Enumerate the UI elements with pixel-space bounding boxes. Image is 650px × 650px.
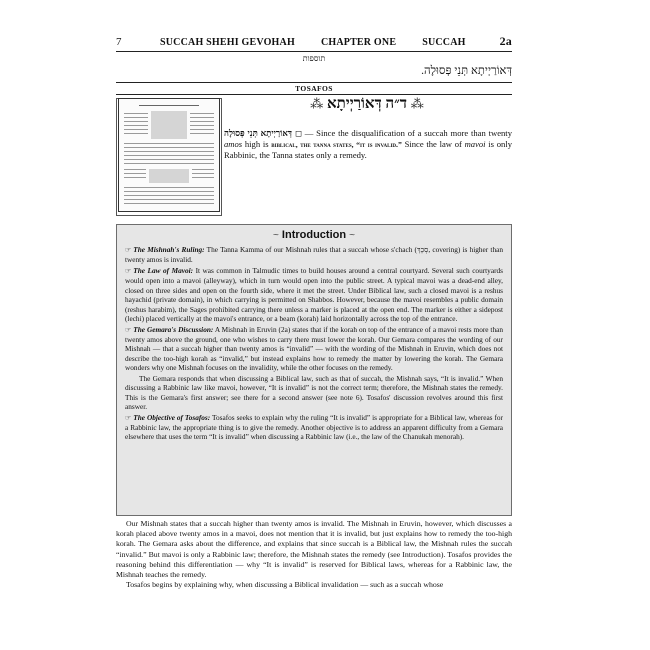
pointing-hand-icon: ☞ [125, 267, 132, 275]
running-head [116, 34, 512, 48]
ornament-icon: ⁂ [410, 96, 424, 111]
pointing-hand-icon: ☞ [125, 325, 132, 334]
tosafos-translation: דְּאוֹרַיְיתָא תְּנֵי פְּסוּלָה ◻ — Since the disqualification of a succah more than twenty amos high is biblical, the tanna states, “it is invalid.” Since the law of mavoi is only Rabbinic, the Tanna states only a remedy. [224, 128, 512, 161]
dibbur-heading-text: ד״ה דְּאוֹרַיְיתָא [327, 96, 407, 112]
folio-number: 2a [499, 34, 512, 48]
intro-paragraph: ☞ The Gemara's Discussion: A Mishnah in Eruvin (2a) states that if the korah on top of the entrance of a mavoi rests more than twenty amos above the ground, one who wishes to carry there must lower the korah. Our Gemara compares the wording of our Mishnah — that a succah higher than twenty amos is “invalid” — with the wording of the Mishnah in Eruvin, which does not describe the too-high korah as “invalid,” but instead explains how to remedy the matter by lowering the korah. The Gemara wonders why one Mishnah focuses on the invalidity, while the other focuses on the remedy. [125, 324, 503, 373]
introduction-box [116, 224, 512, 516]
intro-paragraph: ☞ The Law of Mavoi: It was common in Talmudic times to build houses around a central courtyard. Several such courtyards would open into a mavoi (alleyway), which in turn would open into the public street. A typical mavoi was a dead-end alley, closed on three sides and open on the fourth side, where it met the street. Under Biblical law, such a closed mavoi is a reshus hayachid (private domain), in which carrying is permitted on Shabbos. However, because the mavoi resembles a public domain (reshus harabim), the Sages prohibited carrying there unless a marker is placed at the open end. The marker is either a sidepost (lechi) placed vertically at the mavoi's entrance, or a beam (korah) laid horizontally across the top of the entrance. [125, 266, 503, 324]
introduction-title: ~ Introduction ~ [273, 229, 355, 241]
commentary-paragraph: Tosafos begins by explaining why, when discussing a Biblical invalidation — such as a succah whose [126, 580, 444, 590]
divider-rule [116, 82, 512, 83]
running-title-chapter: CHAPTER ONE [320, 37, 397, 48]
intro-paragraph: The Gemara responds that when discussing a Biblical law, such as that of succah, the Mishnah says, “It is invalid.” When discussing a Rabbinic law like mavoi, however, “It is invalid” is not the correct term; therefore, the Mishnah states the remedy. This is the Gemara's first answer; see there for a second answer (see note 6). Tosafos' discussion revolves around this first answer. [125, 373, 503, 412]
ornament-icon: ⁂ [310, 96, 324, 111]
introduction-body [125, 245, 503, 443]
main-commentary [116, 519, 512, 590]
dibbur-hamaschil-heading [222, 96, 512, 113]
running-title-subject: SUCCAH [422, 37, 466, 48]
daf-thumbnail-image [118, 98, 220, 212]
intro-paragraph: ☞ The Objective of Tosafos: Tosafos seeks to explain why the ruling “It is invalid” is appropriate for a Biblical law, whereas for a Rabbinic law, the appropriate thing is to give the remedy. Another objective is to address an apparent difficulty from a Gemara elsewhere that uses the term “It is invalid” when discussing a Rabbinic law (i.e., the law of the Chanukah menorah). [125, 412, 503, 442]
running-title-tractate: SUCCAH SHEHI GEVOHAH [160, 37, 295, 48]
hebrew-tosafos-label: תוספות [302, 54, 326, 63]
hebrew-lemma: דְּאוֹרַיְיתָא תְּנֵי פְּסוּלָה ◻ [224, 128, 302, 138]
pointing-hand-icon: ☞ [125, 413, 132, 422]
hebrew-source-line: דְּאוֹרַיְיתָא תְּנֵי פְּסוּלָה. [421, 65, 512, 77]
commentary-paragraph: Our Mishnah states that a succah higher than twenty amos is invalid. The Mishnah in Eruvin, however, which discusses a korah placed above twenty amos in a mavoi, does not mention that it is invalid, but just explains how to remedy the too-high korah. The Gemara asks about the difference, and explains that since succah is a Biblical law, the Mishnah rules the succah “invalid.” But mavoi is only a Rabbinic law; therefore, the Mishnah states the remedy (see Introduction). Tosafos provides the reasoning behind this differentiation — why “It is invalid” is reserved for Biblical laws, whereas for a Rabbinic law, the Mishnah teaches the remedy. [116, 519, 512, 580]
intro-paragraph: ☞ The Mishnah's Ruling: The Tanna Kamma of our Mishnah rules that a succah whose s'chach (סְכָךְ, covering) is higher than twenty amos is invalid. [125, 245, 503, 265]
divider-rule [116, 94, 512, 95]
page-number: 7 [116, 36, 122, 48]
pointing-hand-icon: ☞ [125, 246, 132, 254]
header-rule [116, 51, 512, 52]
tosafos-label: TOSAFOS [295, 84, 333, 93]
